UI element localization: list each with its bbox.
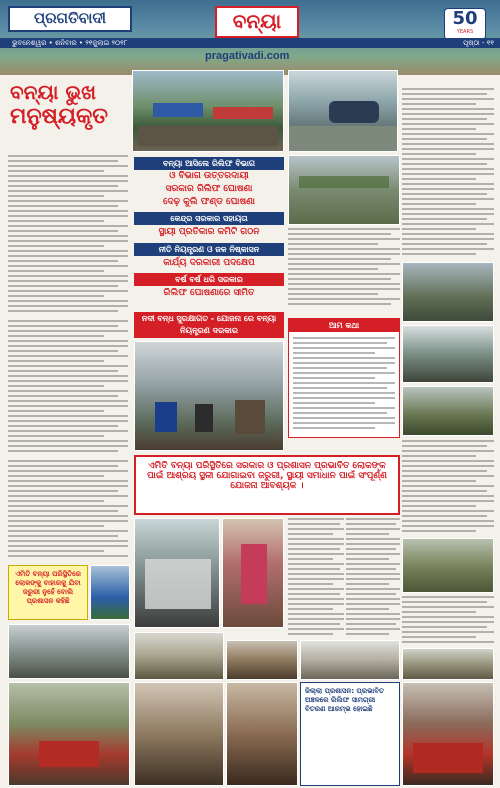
subhead-5 <box>134 212 284 225</box>
headline-line-2: ମନୁଷ୍ୟକୃତ <box>10 104 108 129</box>
subhead-9 <box>134 273 284 286</box>
subhead-10: ରିଲିଫ ଘୋଷଣାରେ ସୀମିତ <box>163 288 255 298</box>
badge-number: 50 <box>452 8 478 29</box>
subhead-5-text: କେନ୍ଦ୍ର ସରକାର ସହାୟତା <box>170 214 248 223</box>
photo-bottom-cattle <box>226 640 298 680</box>
subhead-1-text: ବନ୍ୟା ଆସିଲେ ରିଲିଫ ବିଭାଗ <box>162 159 256 168</box>
photo-bottom-camp-2 <box>134 632 224 680</box>
photo-flood-camp <box>132 70 284 152</box>
article-column-right-lower <box>402 596 494 646</box>
river-embankment-text: ନଦୀ ବନ୍ଧ ସୁରକ୍ଷାଗତ - ଯୋଜନା ରେ ବନ୍ୟା ନିୟନ୍ତ୍ରଣ ଦରକାର <box>141 314 277 335</box>
photo-bottom-camp-1 <box>8 624 130 679</box>
date-bar <box>0 38 500 48</box>
photo-tarp-shelter <box>134 518 220 628</box>
headline-line-1: ବନ୍ୟା ଭୁଖ <box>10 80 97 104</box>
subhead-7 <box>134 243 284 256</box>
center-quote-callout <box>134 455 400 515</box>
article-column-left-top <box>8 155 128 315</box>
section-title <box>215 6 299 38</box>
site-url: pragativadi.com <box>205 50 290 62</box>
article-column-center-right <box>288 228 400 308</box>
main-headline <box>10 80 128 148</box>
subhead-6: ସ୍ଥାୟୀ ପ୍ରତିକାର କମିଟି ଗଠନ <box>158 227 260 237</box>
masthead-banner <box>0 0 500 75</box>
photo-bottom-right <box>402 648 494 680</box>
left-yellow-callout-text: ଏମିତି ବନ୍ୟା ପରିସ୍ଥିତିରେ ଲୋକଙ୍କୁ ବାହାରକୁ ଯିବା ଜରୁରୀ ନୁହେଁ ବୋଲି ପ୍ରଶାସନ କହିଛି <box>15 570 81 605</box>
photo-flooded-fields <box>288 155 400 225</box>
subhead-9-text: ବର୍ଷ ବର୍ଷ ଧରି ସରକାର <box>175 275 243 284</box>
bottom-info-box <box>300 682 400 786</box>
article-column-center-lower-1 <box>288 518 344 638</box>
left-yellow-callout <box>8 565 88 620</box>
subhead-1 <box>134 157 284 170</box>
photo-bottom-shelter <box>300 640 400 680</box>
masthead-logo <box>8 6 132 32</box>
article-column-center-lower-2 <box>346 518 400 638</box>
photo-woman-with-child <box>222 518 284 628</box>
subhead-8: କାର୍ଯ୍ୟ ଦରକାରୀ ପଦକ୍ଷେପ <box>163 258 255 268</box>
expert-opinion-title <box>289 319 399 332</box>
photo-people-riverbank <box>134 341 284 451</box>
photo-right-trees <box>402 386 494 436</box>
article-column-left-lower <box>8 460 128 560</box>
anniversary-badge <box>444 8 486 40</box>
expert-opinion-title-text: ଆମ କଥା <box>328 321 360 330</box>
subhead-2: ଓ ବିଭାଗ ଉତ୍ତରଦାୟୀ <box>169 171 249 181</box>
photo-right-shelter <box>402 325 494 383</box>
masthead-name: ପ୍ରଗତିବାଦୀ <box>33 9 107 27</box>
photo-right-road-people <box>402 538 494 593</box>
expert-opinion-box <box>288 318 400 438</box>
subhead-4: ଦେଢ଼ କୁଲି ଫଣ୍ଡ ଘୋଷଣା <box>163 197 255 207</box>
section-title-text: ବନ୍ୟା <box>232 9 282 33</box>
subhead-3: ସରକାର ରିଲିଫ ଘୋଷଣା <box>165 184 253 194</box>
subhead-7-text: ନୀତି ନିୟନ୍ତ୍ରଣ ଓ ଜଳ ନିଷ୍କାସନ <box>158 245 260 254</box>
badge-caption: YEARS <box>456 29 474 35</box>
photo-portable-toilet <box>90 565 130 620</box>
photo-people-eating <box>134 682 224 786</box>
photo-tractor-evacuation <box>8 682 130 786</box>
photo-man-portrait <box>226 682 298 786</box>
bottom-info-box-text: ଜିଲ୍ଲା ପ୍ରଶାସନ: ପ୍ରଭାବିତ ଅଞ୍ଚଳରେ ରିଲିଫ ସାମଗ୍ରୀ ବିତରଣ ଆରମ୍ଭ ହୋଇଛି <box>305 687 384 713</box>
photo-tractor-driver <box>402 682 494 786</box>
river-embankment-headline <box>134 312 284 338</box>
center-quote-text: ଏମିତି ବନ୍ୟା ପରିସ୍ଥିତିରେ ସରକାର ଓ ପ୍ରଶାସନ ପ୍ରଭାବିତ ଲୋକଙ୍କ ପାଇଁ ଆଶ୍ରୟ ସ୍ଥଳୀ ଯୋଗାଇବା ଜରୁରୀ, ସ୍ଥାୟୀ ସମାଧାନ ପାଇଁ ସଂପୂର୍ଣ୍ଣ ଯୋଜନା ଆବଶ୍ୟକ । <box>147 461 387 491</box>
page-number: ପୃଷ୍ଠା - ୧୧ <box>463 39 494 47</box>
expert-opinion-text <box>293 337 395 433</box>
article-column-right-middle <box>402 440 494 535</box>
article-column-left-middle <box>8 320 128 455</box>
issue-date: ଭୁବନେଶ୍ୱର • ଶନିବାର • ୨୧ଜୁଲାଇ ୨୦୧୮ <box>12 39 128 47</box>
photo-flooded-vehicle <box>288 70 398 152</box>
photo-right-flooded-road <box>402 262 494 322</box>
article-column-right-top <box>402 88 494 258</box>
